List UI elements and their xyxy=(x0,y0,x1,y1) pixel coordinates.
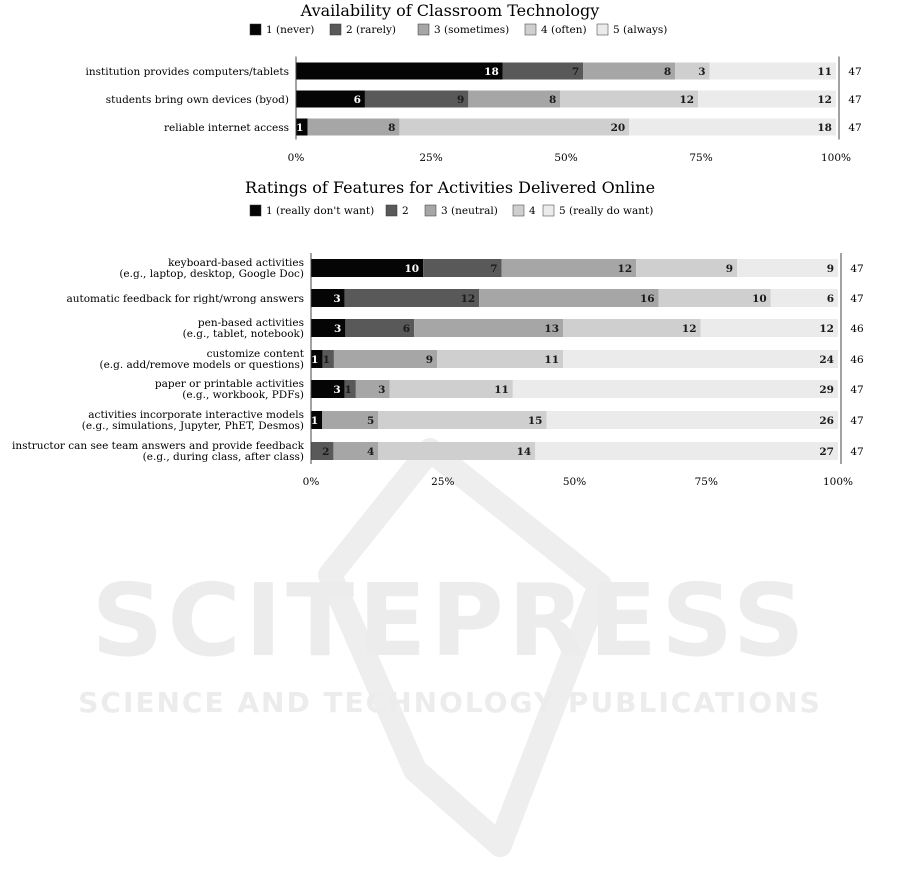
data-label: 12 xyxy=(819,323,834,335)
chart-title: Ratings of Features for Activities Delivered Online xyxy=(244,178,656,197)
data-label: 10 xyxy=(752,293,767,305)
data-label: 9 xyxy=(826,263,834,275)
bar-segment xyxy=(334,350,437,368)
x-tick-label: 75% xyxy=(689,152,713,164)
data-label: 1 xyxy=(344,384,352,396)
data-label: 13 xyxy=(544,323,560,335)
legend-label: 5 (always) xyxy=(613,24,668,36)
x-tick-label: 50% xyxy=(562,476,587,488)
bar-segment xyxy=(629,119,836,136)
category-label: pen-based activities xyxy=(197,317,304,329)
x-tick-label: 25% xyxy=(431,476,455,488)
bar-segment xyxy=(365,91,468,108)
legend-label: 1 (never) xyxy=(266,24,315,36)
bar-segment xyxy=(502,259,637,277)
legend-label: 5 (really do want) xyxy=(559,205,654,217)
chart-title: Availability of Classroom Technology xyxy=(300,1,600,20)
data-label: 2 xyxy=(322,446,330,458)
x-tick-label: 0% xyxy=(302,476,320,488)
data-label: 4 xyxy=(366,446,375,458)
row-total: 46 xyxy=(850,354,864,366)
category-label: keyboard-based activities xyxy=(168,257,304,269)
data-label: 3 xyxy=(333,293,341,305)
bar-segment xyxy=(563,350,838,368)
row-total: 47 xyxy=(850,263,864,275)
data-label: 3 xyxy=(378,384,386,396)
category-label: instructor can see team answers and provide feedback xyxy=(12,440,304,452)
chart-1 xyxy=(86,1,862,164)
row-total: 47 xyxy=(850,446,864,458)
data-label: 1 xyxy=(296,122,304,134)
bar-segment xyxy=(636,259,737,277)
legend-swatch xyxy=(597,24,608,35)
data-label: 3 xyxy=(698,66,706,78)
data-label: 14 xyxy=(516,446,532,458)
data-label: 24 xyxy=(819,354,834,366)
data-label: 6 xyxy=(402,323,411,335)
row-total: 47 xyxy=(848,66,862,78)
bar-segment xyxy=(513,380,838,398)
data-label: 9 xyxy=(457,94,465,106)
bar-segment xyxy=(563,319,700,337)
data-label: 12 xyxy=(817,94,832,106)
data-label: 11 xyxy=(817,66,832,78)
x-tick-label: 75% xyxy=(694,476,718,488)
bar-segment xyxy=(399,119,629,136)
data-label: 9 xyxy=(725,263,734,275)
data-label: 12 xyxy=(617,263,633,275)
category-label: reliable internet access xyxy=(164,122,289,134)
bar-segment xyxy=(414,319,563,337)
category-label: (e.g., laptop, desktop, Google Doc) xyxy=(119,268,304,280)
category-label: paper or printable activities xyxy=(154,378,304,390)
row-total: 47 xyxy=(848,122,862,134)
data-label: 7 xyxy=(571,66,580,78)
legend-label: 3 (sometimes) xyxy=(434,24,510,36)
legend-label: 3 (neutral) xyxy=(441,205,498,217)
row-total: 47 xyxy=(850,415,864,427)
category-label: activities incorporate interactive models xyxy=(88,409,304,421)
legend-label: 2 xyxy=(402,205,409,217)
x-tick-label: 100% xyxy=(822,476,854,488)
data-label: 26 xyxy=(819,415,834,427)
legend-swatch xyxy=(330,24,341,35)
row-total: 47 xyxy=(848,94,862,106)
legend-label: 4 xyxy=(529,205,536,217)
legend-swatch xyxy=(386,205,397,216)
data-label: 15 xyxy=(527,415,543,427)
data-label: 29 xyxy=(819,384,834,396)
bar-segment xyxy=(378,411,546,429)
data-label: 20 xyxy=(610,122,626,134)
data-label: 1 xyxy=(310,415,319,427)
data-label: 8 xyxy=(388,122,396,134)
chart-legend xyxy=(250,205,653,217)
row-total: 46 xyxy=(850,323,864,335)
bar-segment xyxy=(535,442,838,460)
data-label: 9 xyxy=(425,354,434,366)
data-label: 1 xyxy=(322,354,330,366)
legend-label: 4 (often) xyxy=(541,24,587,36)
data-label: 12 xyxy=(679,94,695,106)
data-label: 3 xyxy=(333,384,341,396)
bar-segment xyxy=(479,289,658,307)
bar-segment xyxy=(296,63,503,80)
legend-label: 1 (really don't want) xyxy=(266,205,375,217)
data-label: 12 xyxy=(681,323,697,335)
legend-label: 2 (rarely) xyxy=(346,24,397,36)
category-label: (e.g. add/remove models or questions) xyxy=(99,359,304,371)
legend-swatch xyxy=(250,205,261,216)
x-tick-label: 0% xyxy=(287,152,305,164)
legend-swatch xyxy=(525,24,536,35)
bar-segment xyxy=(560,91,698,108)
chart-2 xyxy=(12,178,864,488)
data-label: 11 xyxy=(494,384,509,396)
data-label: 18 xyxy=(484,66,499,78)
row-total: 47 xyxy=(850,384,864,396)
data-label: 3 xyxy=(334,323,342,335)
data-label: 1 xyxy=(311,354,319,366)
x-tick-label: 100% xyxy=(820,152,852,164)
bar-segment xyxy=(583,63,675,80)
legend-swatch xyxy=(418,24,429,35)
watermark-title: SCITEPRESS xyxy=(91,562,809,679)
data-label: 6 xyxy=(353,94,361,106)
data-label: 10 xyxy=(404,263,420,275)
bar-segment xyxy=(378,442,535,460)
category-label: students bring own devices (byod) xyxy=(105,94,289,106)
category-label: (e.g., simulations, Jupyter, PhET, Desmos) xyxy=(81,420,304,432)
data-label: 27 xyxy=(819,446,834,458)
category-label: (e.g., tablet, notebook) xyxy=(182,328,304,340)
legend-swatch xyxy=(425,205,436,216)
data-label: 7 xyxy=(490,263,498,275)
category-label: automatic feedback for right/wrong answers xyxy=(66,293,304,305)
category-label: (e.g., during class, after class) xyxy=(142,451,304,463)
x-tick-label: 25% xyxy=(419,152,443,164)
data-label: 12 xyxy=(460,293,476,305)
category-label: institution provides computers/tablets xyxy=(85,66,289,78)
data-label: 8 xyxy=(663,66,672,78)
bar-segment xyxy=(701,319,838,337)
chart-legend xyxy=(250,24,667,36)
row-total: 47 xyxy=(850,293,864,305)
legend-swatch xyxy=(543,205,554,216)
bar-segment xyxy=(546,411,838,429)
data-label: 11 xyxy=(544,354,560,366)
data-label: 8 xyxy=(548,94,557,106)
bar-segment xyxy=(698,91,836,108)
x-tick-label: 50% xyxy=(554,152,578,164)
watermark-subtitle: SCIENCE AND TECHNOLOGY PUBLICATIONS xyxy=(78,686,822,719)
bar-segment xyxy=(468,91,560,108)
data-label: 16 xyxy=(639,293,655,305)
bar-segment xyxy=(307,119,399,136)
category-label: customize content xyxy=(206,348,304,360)
data-label: 6 xyxy=(826,293,834,305)
legend-swatch xyxy=(513,205,524,216)
data-label: 5 xyxy=(366,415,375,427)
bar-segment xyxy=(737,259,838,277)
category-label: (e.g., workbook, PDFs) xyxy=(182,389,304,401)
legend-swatch xyxy=(250,24,261,35)
data-label: 18 xyxy=(817,122,832,134)
bar-segment xyxy=(345,289,480,307)
